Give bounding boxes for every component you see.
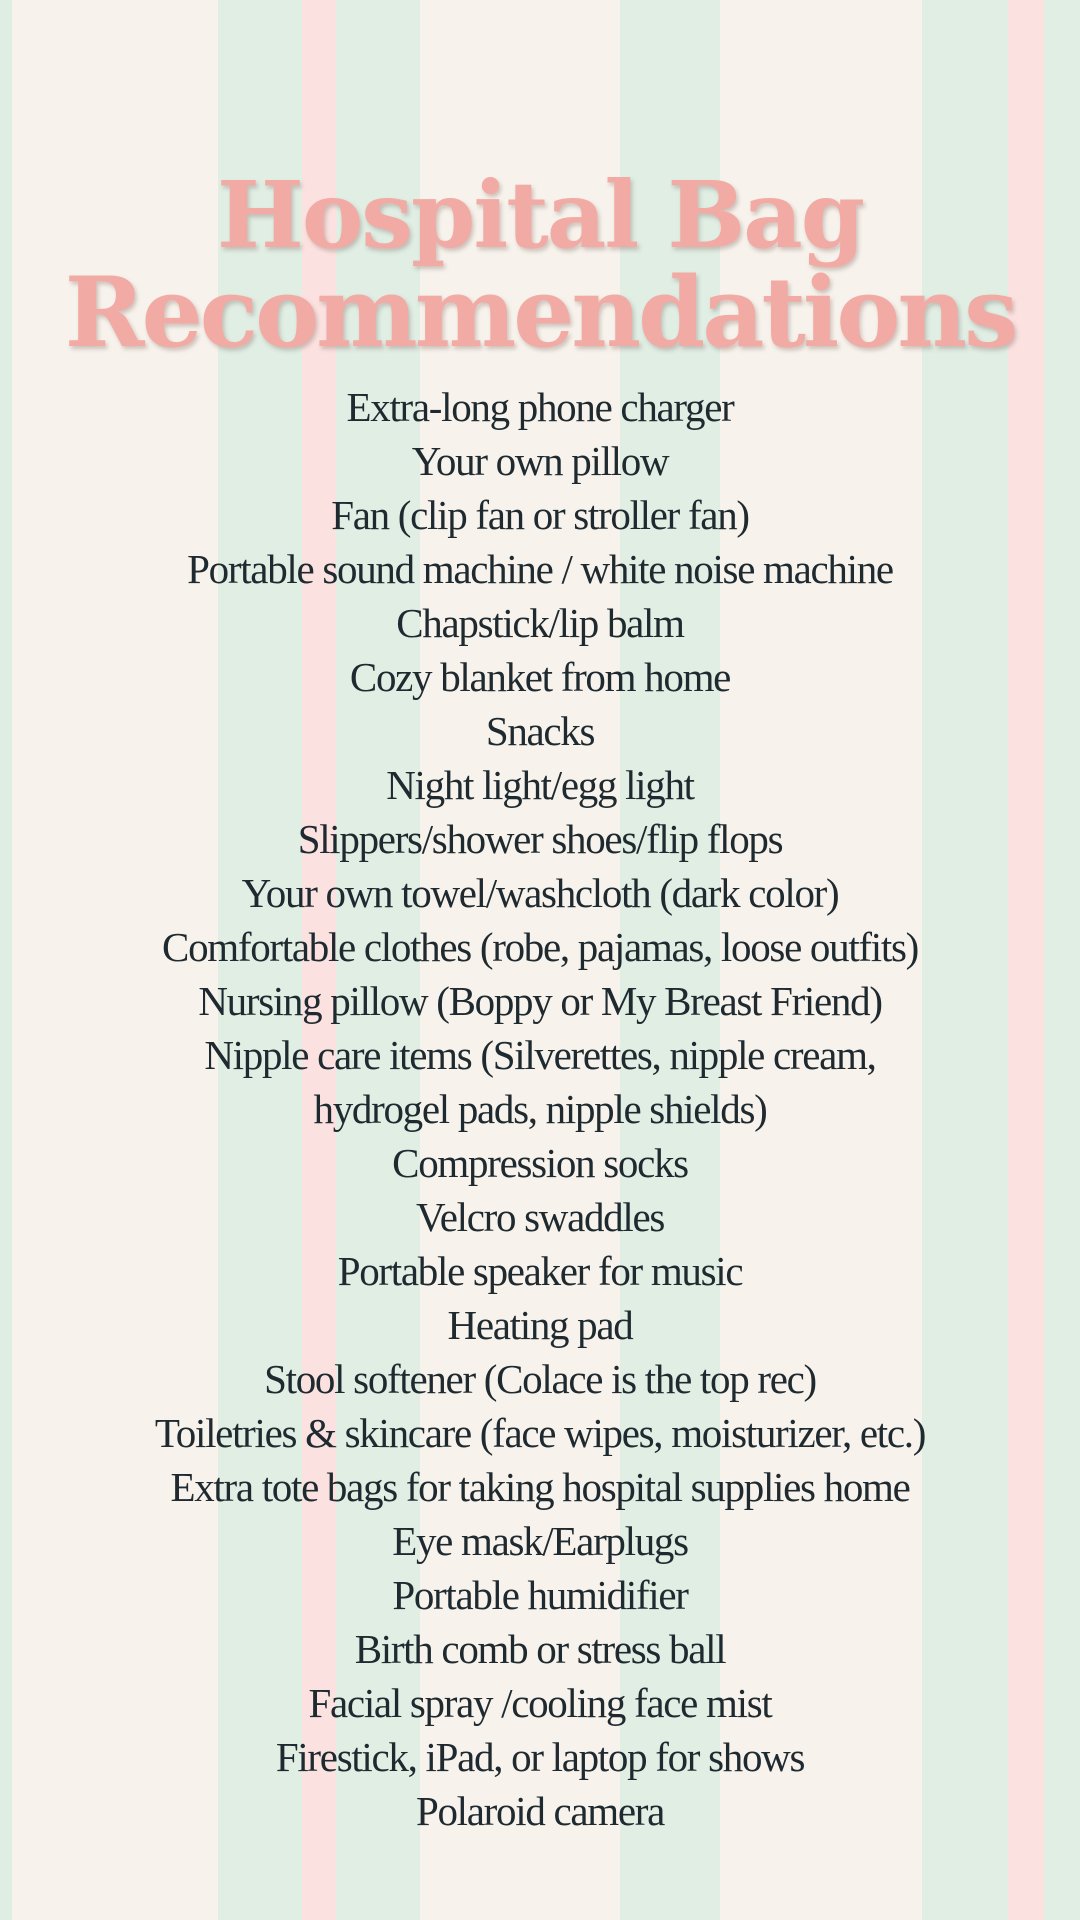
list-item: Compression socks [392, 1140, 688, 1186]
list-item: Extra-long phone charger [346, 384, 734, 430]
list-item: Extra tote bags for taking hospital supplies home [170, 1464, 910, 1510]
list-item-continuation: hydrogel pads, nipple shields) [313, 1086, 767, 1132]
list-item: Snacks [485, 708, 595, 754]
page-title [0, 161, 1080, 369]
list-item: Fan (clip fan or stroller fan) [331, 492, 749, 538]
list-item: Velcro swaddles [415, 1194, 665, 1240]
list-item: Toiletries & skincare (face wipes, moisturizer, etc.) [154, 1410, 926, 1456]
list-item: Slippers/shower shoes/flip flops [297, 816, 783, 862]
list-item: Night light/egg light [386, 762, 694, 808]
title-line-2: Recommendations [64, 256, 1016, 369]
list-item: Nipple care items (Silverettes, nipple cream, [204, 1032, 876, 1078]
recommendation-list [40, 380, 1040, 1838]
list-item: Chapstick/lip balm [396, 600, 684, 646]
list-item: Firestick, iPad, or laptop for shows [275, 1734, 805, 1780]
list-item: Portable sound machine / white noise machine [187, 546, 893, 592]
title-line-1: Hospital Bag [216, 161, 864, 269]
list-item: Stool softener (Colace is the top rec) [264, 1356, 816, 1402]
list-item: Birth comb or stress ball [354, 1626, 726, 1672]
list-item: Cozy blanket from home [349, 654, 731, 700]
list-item: Facial spray /cooling face mist [308, 1680, 772, 1726]
list-item: Comfortable clothes (robe, pajamas, loose outfits) [162, 924, 918, 970]
list-item: Your own towel/washcloth (dark color) [241, 870, 839, 916]
list-item: Portable humidifier [392, 1572, 688, 1618]
list-item: Your own pillow [411, 438, 669, 484]
list-item: Nursing pillow (Boppy or My Breast Friend) [198, 978, 882, 1024]
list-item: Eye mask/Earplugs [392, 1518, 688, 1564]
list-item: Portable speaker for music [337, 1248, 743, 1294]
list-item: Heating pad [447, 1302, 633, 1348]
list-item: Polaroid camera [415, 1788, 665, 1834]
